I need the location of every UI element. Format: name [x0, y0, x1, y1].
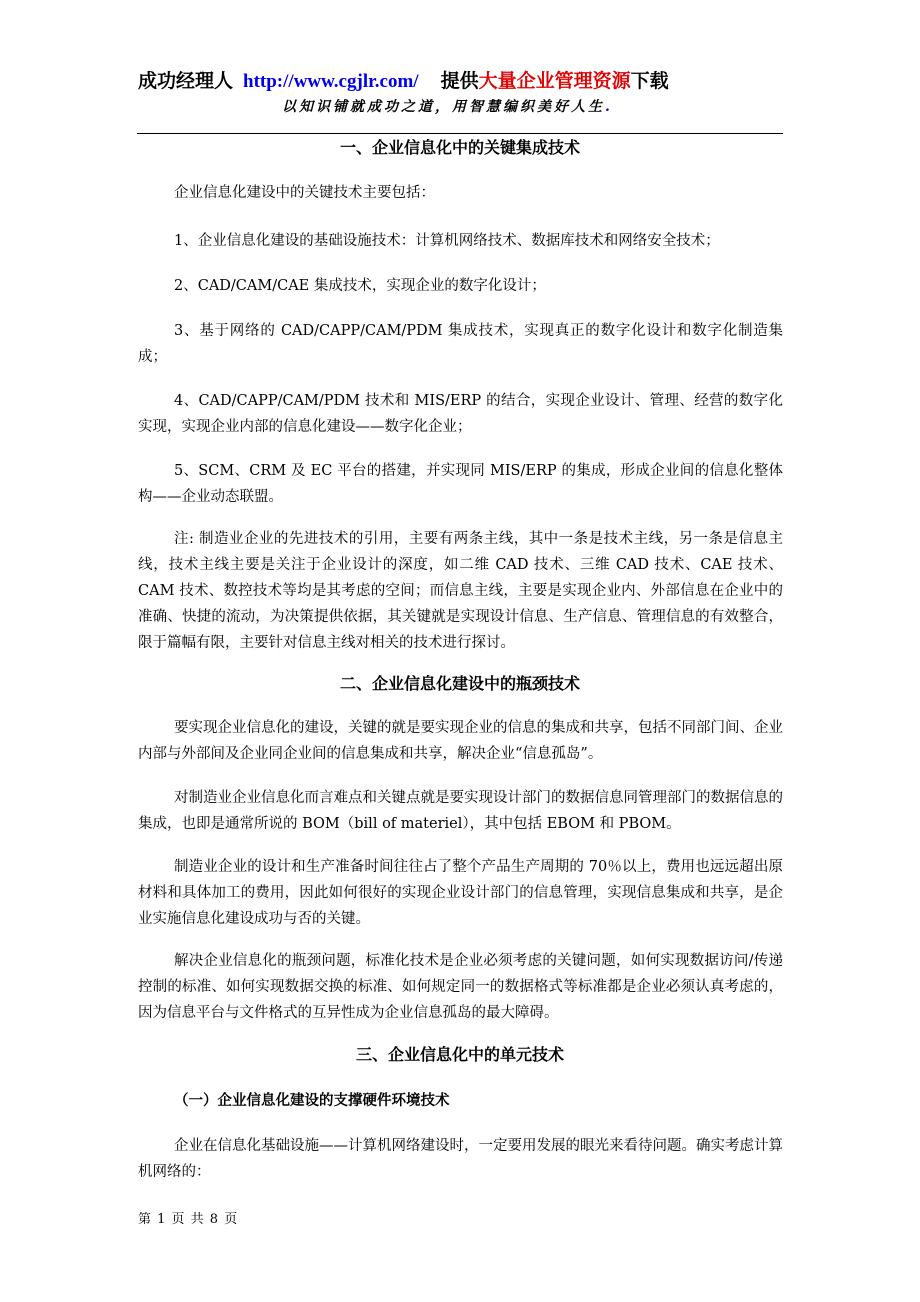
paragraph-4: 3、基于网络的 CAD/CAPP/CAM/PDM 集成技术，实现真正的数字化设计和数字化制造集成； [138, 323, 783, 365]
paragraph-2: 1、企业信息化建设的基础设施技术：计算机网络技术、数据库技术和网络安全技术； [174, 233, 720, 249]
paragraph-5: 4、CAD/CAPP/CAM/PDM 技术和 MIS/ERP 的结合，实现企业设计、管理、经营的数字化实现，实现企业内部的信息化建设——数字化企业； [138, 393, 783, 435]
paragraph-8: 要实现企业信息化的建设，关键的就是要实现企业的信息的集成和共享，包括不同部门间、企业内部与外部间及企业同企业间的信息集成和共享，解决企业“信息孤岛”。 [138, 720, 783, 762]
paragraph-3: 2、CAD/CAM/CAE 集成技术，实现企业的数字化设计； [174, 278, 546, 294]
brand-name: 成功经理人 [138, 70, 234, 92]
page-number-footer: 第 1 页 共 8 页 [138, 1212, 239, 1227]
paragraph-10: 制造业企业的设计和生产准备时间往往占了整个产品生产周期的 70％以上，费用也远远超出原材料和具体加工的费用，因此如何很好的实现企业设计部门的信息管理，实现信息集成和共享，是企业实施信息化建设成功与否的关键。 [138, 859, 783, 927]
tagline-prefix: 提供 [440, 70, 479, 92]
paragraph-9: 对制造业企业信息化而言难点和关键点就是要实现设计部门的数据信息同管理部门的数据信息的集成，也即是通常所说的 BOM（bill of materiel），其中包括 EBOM 和 PBOM。 [138, 790, 783, 832]
paragraph-12: 企业在信息化基础设施——计算机网络建设时，一定要用发展的眼光来看待问题。确实考虑计算机网络的： [138, 1138, 783, 1180]
header-divider [137, 133, 783, 134]
slogan-text: 以知识铺就成功之道，用智慧编织美好人生 [282, 99, 605, 115]
paragraph-7-note: 注: 制造业企业的先进技术的引用，主要有两条主线，其中一条是技术主线，另一条是信息主线，技术主线主要是关注于企业设计的深度，如二维 CAD 技术、三维 CAD 技术、CAE 技术、CAM 技术、数控技术等均是其考虑的空间；而信息主线，主要是实现企业内、外部信息在企业中的准确、快捷的流动，为决策提供依据，其关键就是实现设计信息、生产信息、管理信息的有效整合，限于篇幅有限，主要针对信息主线对相关的技术进行探讨。 [138, 531, 783, 651]
site-url-link[interactable]: http://www.cgjlr.com/ [243, 71, 419, 92]
paragraph-11: 解决企业信息化的瓶颈问题，标准化技术是企业必须考虑的关键问题，如何实现数据访问/传递控制的标准、如何实现数据交换的标准、如何规定同一的数据格式等标准都是企业必须认真考虑的，因为信息平台与文件格式的互异性成为企业信息孤岛的最大障碍。 [138, 953, 783, 1021]
subsection1-heading: （一）企业信息化建设的支撑硬件环境技术 [174, 1093, 450, 1109]
header-slogan [282, 96, 682, 116]
paragraph-6: 5、SCM、CRM 及 EC 平台的搭建，并实现同 MIS/ERP 的集成，形成企业间的信息化整体构——企业动态联盟。 [138, 463, 783, 505]
slogan-end-dot: . [605, 99, 613, 115]
section3-heading: 三、企业信息化中的单元技术 [355, 1045, 564, 1064]
tagline-highlight: 大量企业管理资源 [478, 70, 631, 92]
paragraph-1: 企业信息化建设中的关键技术主要包括： [174, 185, 435, 201]
section2-heading: 二、企业信息化建设中的瓶颈技术 [339, 674, 580, 693]
tagline-suffix: 下载 [630, 70, 669, 92]
page-header [138, 66, 838, 93]
section1-heading: 一、企业信息化中的关键集成技术 [339, 138, 580, 157]
